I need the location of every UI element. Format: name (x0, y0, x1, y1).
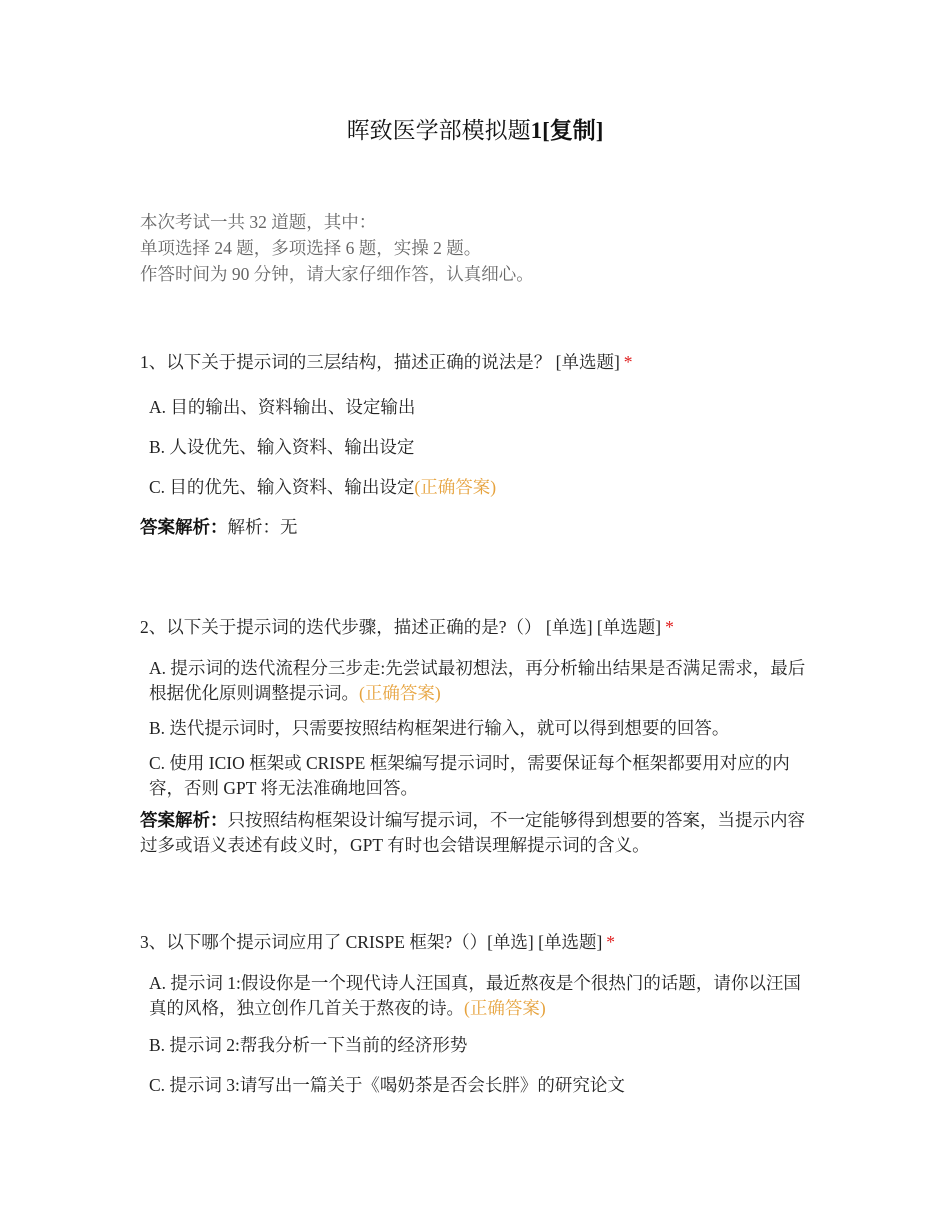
required-mark: * (665, 617, 674, 637)
option-c[interactable] (149, 475, 809, 500)
option-text: C. 提示词 3:请写出一篇关于《喝奶茶是否会长胖》的研究论文 (149, 1075, 625, 1095)
question-stem (140, 349, 820, 375)
question-stem (140, 929, 820, 955)
question-2 (140, 614, 820, 858)
option-text: B. 提示词 2:帮我分析一下当前的经济形势 (149, 1035, 468, 1055)
option-b[interactable] (149, 716, 809, 741)
option-text: A. 目的输出、资料输出、设定输出 (149, 397, 416, 417)
analysis-label: 答案解析： (140, 810, 228, 830)
question-1 (140, 349, 820, 540)
option-text: A. 提示词 1:假设你是一个现代诗人汪国真，最近熬夜是个很热门的话题，请你以汪国真的风格，独立创作几首关于熬夜的诗。 (149, 973, 801, 1018)
option-b[interactable] (149, 1033, 809, 1058)
correct-answer-tag: (正确答案) (359, 683, 441, 703)
answer-analysis (140, 808, 815, 858)
analysis-text: 解析：无 (227, 517, 298, 537)
option-text: C. 使用 ICIO 框架或 CRISPE 框架编写提示词时，需要保证每个框架都要用对应的内容，否则 GPT 将无法准确地回答。 (149, 753, 790, 798)
option-b[interactable] (149, 435, 809, 460)
title-main: 晖致医学部模拟题 (346, 118, 531, 143)
required-mark: * (606, 932, 616, 952)
option-c[interactable] (149, 1073, 809, 1098)
answer-analysis (140, 515, 815, 540)
option-c[interactable] (149, 751, 809, 801)
option-text: A. 提示词的迭代流程分三步走:先尝试最初想法，再分析输出结果是否满足需求，最后根据优化原则调整提示词。 (149, 658, 806, 703)
question-3 (140, 929, 820, 1098)
option-text: C. 目的优先、输入资料、输出设定 (149, 477, 415, 497)
intro-line: 单项选择 24 题，多项选择 6 题，实操 2 题。 (140, 238, 482, 258)
option-a[interactable] (149, 395, 809, 420)
page-title (0, 112, 950, 145)
option-text: B. 人设优先、输入资料、输出设定 (149, 437, 415, 457)
question-text: 1、以下关于提示词的三层结构，描述正确的说法是？ [单选题] (140, 352, 620, 372)
question-text: 3、以下哪个提示词应用了 CRISPE 框架?（）[单选] [单选题] (140, 932, 603, 952)
analysis-label: 答案解析： (140, 517, 228, 537)
option-a[interactable] (149, 971, 809, 1021)
title-number: 1 (530, 118, 543, 143)
question-stem (140, 614, 820, 640)
correct-answer-tag: (正确答案) (464, 998, 546, 1018)
title-suffix: [复制] (542, 118, 604, 143)
question-text: 2、以下关于提示词的迭代步骤，描述正确的是?（） [单选] [单选题] (140, 617, 662, 637)
option-a[interactable] (149, 656, 809, 706)
exam-intro (140, 209, 820, 287)
correct-answer-tag: (正确答案) (414, 477, 497, 497)
intro-line: 作答时间为 90 分钟，请大家仔细作答，认真细心。 (140, 264, 534, 284)
required-mark: * (623, 352, 633, 372)
option-text: B. 迭代提示词时，只需要按照结构框架进行输入，就可以得到想要的回答。 (149, 718, 730, 738)
intro-line: 本次考试一共 32 道题，其中： (140, 212, 377, 232)
analysis-text: 只按照结构框架设计编写提示词，不一定能够得到想要的答案，当提示内容过多或语义表述有歧义时，GPT 有时也会错误理解提示词的含义。 (140, 810, 805, 855)
